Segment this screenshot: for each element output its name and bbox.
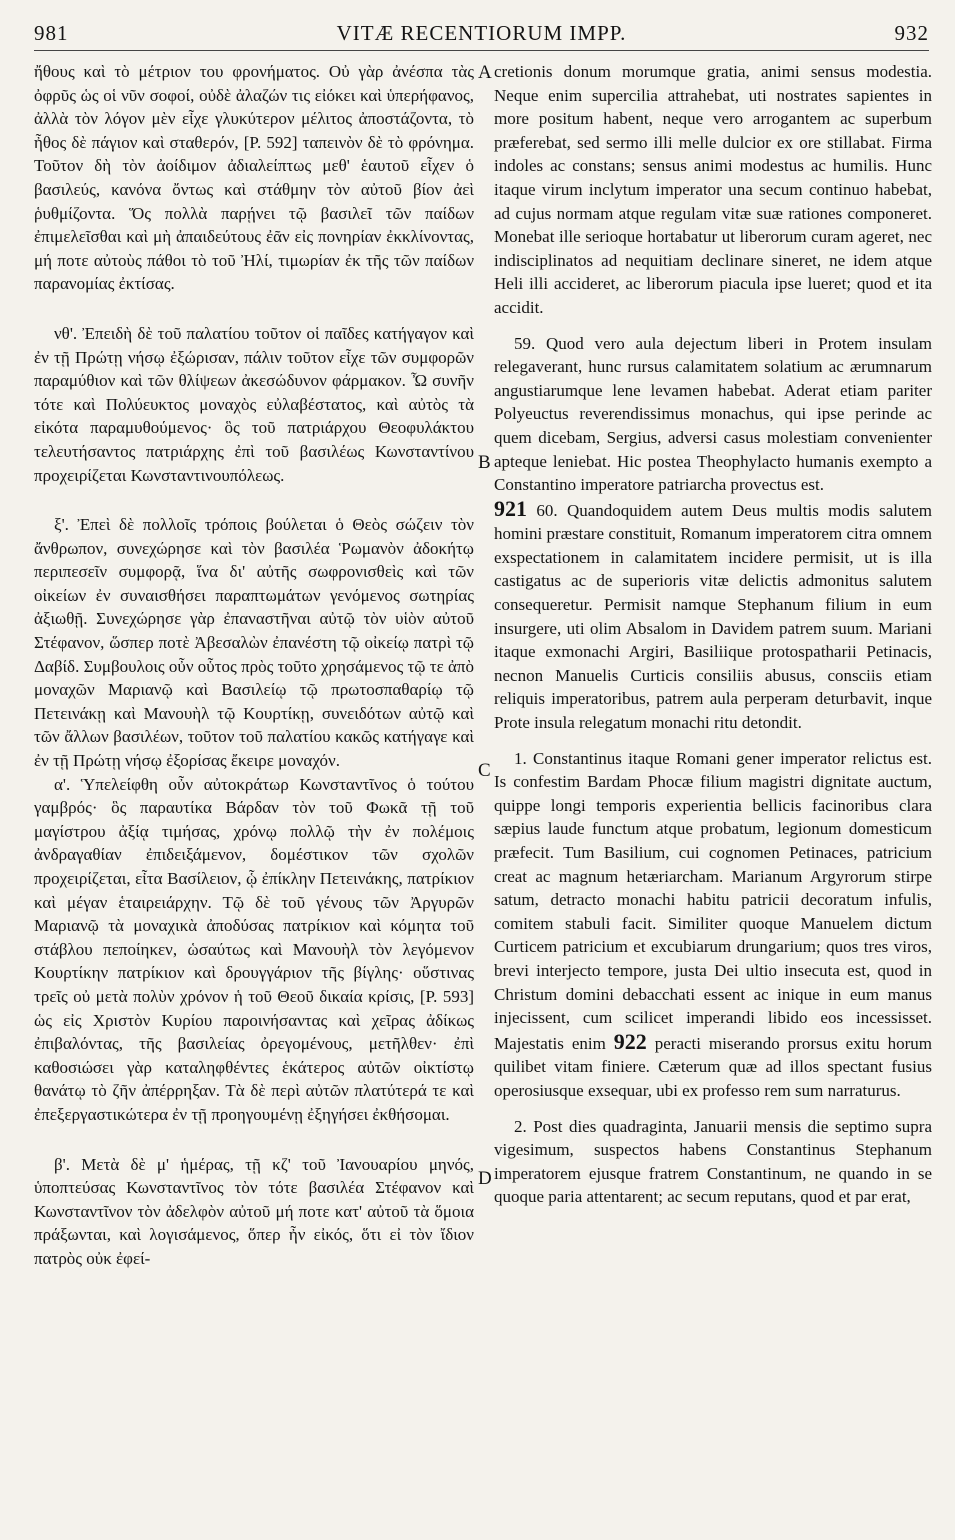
margin-marker-b: B bbox=[478, 452, 491, 473]
latin-paragraph-4a: 1. Constantinus itaque Romani gener imperator relictus est. Is confestim Bardam Phocæ filium magistri dignitate auctum, quippe longi temporis experientia bellicis facinoribus clara sæpius laude functum atque probatum, legionum domesticum præfecit. Tum Basilium, cui cognomen Petinaces, patricium creat ac magnum hetæriarcham. Marianum Argyrorum stirpe satum, detracto monachi habitu patricii decoratum infulis, comitem stabuli facit. Similiter quoque Manuelem dictum Curticem patricium et excubiarum drungarium; quos tres viros, brevi interjecto tempore, justa Dei ultio insecuta est, quod in Christum domini debacchati essent ac inique in eum manus injecissent, cum scilicet imperandi libido eos incessisset. Majestatis enim bbox=[494, 748, 932, 1053]
left-page-number: 981 bbox=[34, 20, 69, 45]
latin-paragraph-1: cretionis donum morumque gratia, animi sensus modestia. Neque enim supercilia attrahebat, uti nostrates sapientes in more positum habent, neque vero arrogantem ac superbum præferebat, sed sermo illi melle dulcior ex ore stillabat. Firma indoles ac constans; sensus animi modestus ac humilis. Hunc itaque virum inclytum imperator una secum continuo habebat, ad cujus normam atque regulam vitæ suæ rationes componeret. Monebat ille serioque hortabatur ut liberorum curam ageret, nec indisciplinatos ad nequitiam declinare sineret, ne idem atque Heli illi accideret, ac liberorum piacula ipse lueret; quod et ita accidit. bbox=[494, 62, 932, 317]
greek-paragraph-3: ξ'. Ἐπεὶ δὲ πολλοῖς τρόποις βούλεται ὁ Θεὸς σώζειν τὸν ἄνθρωπον, συνεχώρησε καὶ τὸν βασιλέα Ῥωμανὸν ἀδοκήτῳ περιπεσεῖν συμφορᾷ, ἵνα δι' αὐτῆς σωφρονισθεὶς καὶ τῶν οἰκείων ἐν συναισθήσει παραπτωμάτων γενόμενος σωτηρίας ἀξιωθῇ. Συνεχώρησε γὰρ ἐπαναστῆναι αὐτῷ τὸν υἱὸν αὐτοῦ Στέφανον, ὥσπερ ποτὲ Ἀβεσαλὼν ἐπανέστη τῷ οἰκείῳ πατρὶ τῷ Δαβίδ. Συμβουλοις οὖν οὗτος πρὸς τοῦτο χρησάμενος τῷ τε ἀπὸ μοναχῶν Μαριανῷ καὶ Βασιλείῳ τῷ πρωτοσπαθαρίῳ τῷ Πετεινάκῃ καὶ Μανουὴλ τῷ Κουρτίκῃ, συνειδότων αὐτῷ καὶ τῶν ἄλλων βασιλέων, τοῦτον τοῦ παλατίου κακῶς κατήγαγε καὶ ἐν τῇ Πρώτῃ νήσῳ ἐξορίσας ἔκειρε μοναχόν. bbox=[34, 515, 474, 771]
running-title: VITÆ RECENTIORUM IMPP. bbox=[336, 20, 627, 45]
latin-paragraph-5: 2. Post dies quadraginta, Januarii mensis die septimo supra vigesimum, suspectos habens Constantinus Stephanum imperatorem ejusque fratrem Constantinum, ne quando in se quoque paria attentarent; ac secum reputans, quod et par erat, bbox=[494, 1116, 932, 1207]
greek-paragraph-5: β'. Μετὰ δὲ μ' ἡμέρας, τῇ κζ' τοῦ Ἰανουαρίου μηνός, ὑποπτεύσας Κωνσταντῖνος τὸν τότε βασιλέα Στέφανον καὶ Κωνσταντῖνον τὸν ἀδελφὸν αὐτοῦ μή ποτε κατ' αὐτοῦ τὰ ὅμοια πράξωνται, καὶ λογισάμενος, ὅπερ ἦν εἰκός, ὅτι εἰ τὸν ἴδιον πατρὸς οὐκ ἐφεί- bbox=[34, 1154, 474, 1268]
greek-column bbox=[34, 60, 474, 1271]
margin-marker-a: A bbox=[478, 62, 492, 83]
latin-paragraph-3: 60. Quandoquidem autem Deus multis modis salutem homini præstare constituit, Romanum imperatorem citra omnem exspectationem in calamitatem incidere permisit, ut is illa castigatus ac de superioris vitæ delictis admonitus salutem consequeretur. Permisit namque Stephanum filium in eum insurgere, uti olim Absalom in Davidem patrem suum. Mariani itaque exmonachi Argiri, Basiliique protospatharii Petinacis, necnon Manuelis Curticis consiliis abusus, consciis etiam reliquis imperatoribus, patrem aula perperam deturbavit, inque Prote insula relegatum monachi ritu detondit. bbox=[494, 500, 932, 733]
greek-paragraph-2: νθ'. Ἐπειδὴ δὲ τοῦ παλατίου τοῦτον οἱ παῖδες κατήγαγον καὶ ἐν τῇ Πρώτῃ νήσῳ ἐξώρισαν, πάλιν τοῦτον εἶχε τῶν συμφορῶν παραμύθιον καὶ τῶν θλίψεων ἀκεσώδυνον φάρμακον. Ὦ συνῆν τότε καὶ Πολύευκτος μοναχὸς εὐλαβέστατος, καὶ αὐτὸς τὰ εἰκότα παραμυθούμενος· ὃς τοῦ πατριάρχου Θεοφυλάκτου τελευτήσαντος πατριάρχης ἐπὶ τοῦ βασιλέως Κωνσταντίνου προχειρίζεται Κωνσταντινουπόλεως. bbox=[34, 323, 474, 485]
right-page-number: 932 bbox=[894, 20, 929, 45]
column-number-922: 922 bbox=[613, 1028, 647, 1054]
header-rule bbox=[34, 50, 929, 51]
margin-marker-d: D bbox=[478, 1168, 492, 1189]
latin-paragraph-4b: peracti miserando prorsus exitu horum quilibet vitam finiere. Cæterum quæ ad illos spectant fusius operosiusque exsequar, ubi ex professo rem sum narraturus. bbox=[494, 1033, 933, 1100]
greek-paragraph-4: α'. Ὑπελείφθη οὖν αὐτοκράτωρ Κωνσταντῖνος ὁ τούτου γαμβρός· ὃς παραυτίκα Βάρδαν τὸν τοῦ Φωκᾶ τῇ τοῦ μαγίστρου ἀξίᾳ τιμήσας, χρόνῳ πολλῷ τὴν ἐν πολέμοις ἀνδραγαθίαν ἐπιδειξάμενον, δομέστικον τῶν σχολῶν προχειρίζεται, εἶτα Βασίλειον, ᾧ ἐπίκλην Πετεινάκης, πατρίκιον καὶ μέγαν ἑταιρειάρχην. Τῷ δὲ τοῦ γένους τῶν Ἀργυρῶν Μαριανῷ τὰ μοναχικὰ ἀποδύσας πατρίκιον καὶ κόμητα τοῦ στάβλου πεποίηκεν, ὡσαύτως καὶ Μανουὴλ τὸν λεγόμενον Κουρτίκην πατρίκιον καὶ δρουγγάριον τῆς βίγλης· οὕστινας τρεῖς οὐ μετὰ πολὺν χρόνον ἡ τοῦ Θεοῦ δικαία κρίσις, [P. 593] ὡς εἰς Χριστὸν Κυρίου παροινήσαντας καὶ χεῖρας ἀδίκως ἐπιβαλόντας, τῆς βασιλείας ὀρεγομένους, μετῆλθεν· ἐπὶ καθοσιώσει γὰρ καταληφθέντες ἑκάτερος αὐτῶν οἰκτίστῳ θανάτῳ τὸ ζῆν ἀπέρρηξαν. Τὰ δὲ περὶ αὐτῶν πλατύτερά τε καὶ ἐπεξεργαστικώτερα ἐν τῇ προηγουμένῃ ἐξηγήσει ἐκθήσομαι. bbox=[34, 774, 474, 1124]
margin-marker-c: C bbox=[478, 760, 491, 781]
latin-paragraph-2: 59. Quod vero aula dejectum liberi in Protem insulam relegaverant, hunc rursus calamitatem solatium ac ærumnarum angustiarumque lene levamen habebat. Aderat etiam pariter Polyeuctus reverendissimus monachus, qui ipse perinde ac quem dicebam, Sergius, adversi casus molestiam convenienter apteque leniebat. Hic postea Theophylacto humanis exempto a Constantino imperatore patriarcha provectus est. bbox=[494, 333, 932, 495]
column-number-921: 921 bbox=[494, 495, 527, 521]
greek-paragraph-1: ἤθους καὶ τὸ μέτριον του φρονήματος. Οὐ γὰρ ἀνέσπα τὰς ὀφρῦς ὡς οἱ νῦν σοφοί, οὐδὲ ἀλαζών τις εἰόκει καὶ ὑπερήφανος, ἀλλὰ τὸν λόγον μὲν εἶχε γλυκύτερον μέλιτος ἀποστάζοντα, τὸ ἦθος δὲ πάγιον καὶ σταθερόν, [P. 592] ταπεινὸν δὲ τὸ φρόνημα. Τοῦτον δὴ τὸν ἀοίδιμον ἀδιαλείπτως μεθ' ἑαυτοῦ εἶχεν ὁ βασιλεύς, κανόνα ὄντως καὶ στάθμην τὸν αὐτοῦ βίον ἀεὶ ῥυθμίζοντα. Ὅς πολλὰ παρῄνει τῷ βασιλεῖ τῶν παίδων ἐπιμελεῖσθαι καὶ μὴ ἀπαιδεύτους ἐᾶν εἰς πονηρίαν ἐκκλίνοντας, μή ποτε αὐτοὺς πάθοι τὸ τοῦ Ἠλί, τιμωρίαν ἐκ τῆς τῶν παίδων παρανομίας ἐκτίσας. bbox=[34, 62, 474, 294]
latin-column bbox=[494, 60, 932, 1209]
running-header bbox=[34, 18, 929, 48]
